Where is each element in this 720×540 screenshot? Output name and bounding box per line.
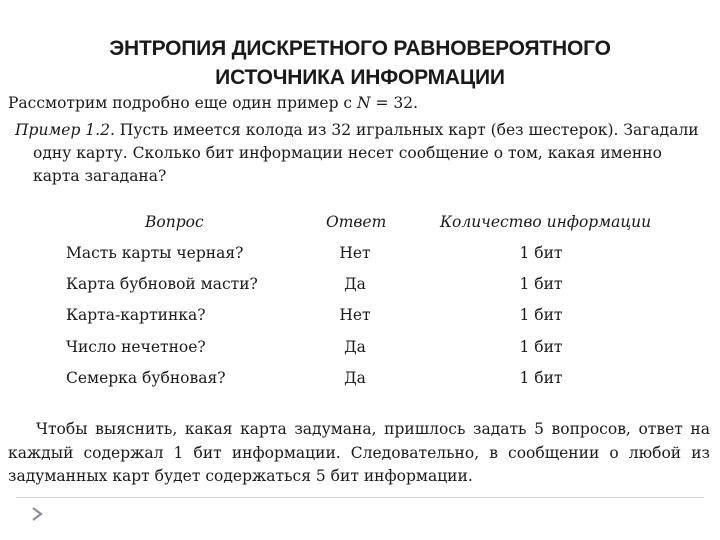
- example-label: Пример 1.2.: [15, 121, 115, 139]
- row-question: Карта-картинка?: [66, 306, 206, 324]
- intro-prefix: Рассмотрим подробно еще один пример с: [8, 94, 358, 112]
- example-text: Пусть имеется колода из 32 игральных карт (без шестерок). Загадали одну карту. Сколько бит информации несет сообщение о том, какая именно карта загадана?: [33, 121, 699, 185]
- row-answer: Да: [344, 369, 366, 387]
- intro-variable: N: [357, 94, 371, 112]
- row-answer: Да: [344, 338, 366, 356]
- row-information: 1 бит: [519, 338, 563, 356]
- page-title: [0, 34, 720, 92]
- row-question: Число нечетное?: [66, 338, 206, 356]
- row-information: 1 бит: [519, 306, 563, 324]
- row-question: Масть карты черная?: [66, 244, 244, 262]
- row-answer: Нет: [339, 244, 371, 262]
- row-information: 1 бит: [519, 369, 563, 387]
- row-answer: Да: [344, 275, 366, 293]
- row-information: 1 бит: [519, 244, 563, 262]
- example-paragraph: [15, 119, 705, 188]
- footer-divider: [16, 497, 704, 498]
- intro-text: [8, 94, 418, 112]
- row-information: 1 бит: [519, 275, 563, 293]
- intro-suffix: = 32.: [370, 94, 419, 112]
- row-answer: Нет: [339, 306, 371, 324]
- title-line-1: ЭНТРОПИЯ ДИСКРЕТНОГО РАВНОВЕРОЯТНОГО: [109, 37, 611, 60]
- chevron-right-icon[interactable]: [30, 506, 44, 522]
- title-line-2: ИСТОЧНИКА ИНФОРМАЦИИ: [215, 66, 505, 89]
- row-question: Карта бубновой масти?: [66, 275, 258, 293]
- header-question: Вопрос: [145, 213, 204, 231]
- row-question: Семерка бубновая?: [66, 369, 226, 387]
- header-answer: Ответ: [326, 213, 387, 231]
- conclusion-paragraph: Чтобы выяснить, какая карта задумана, пришлось задать 5 вопросов, ответ на каждый содержал 1 бит информации. Следовательно, в сообщении о любой из задуманных карт будет содержаться 5 бит информации.: [8, 420, 710, 485]
- header-information: Количество информации: [440, 213, 652, 231]
